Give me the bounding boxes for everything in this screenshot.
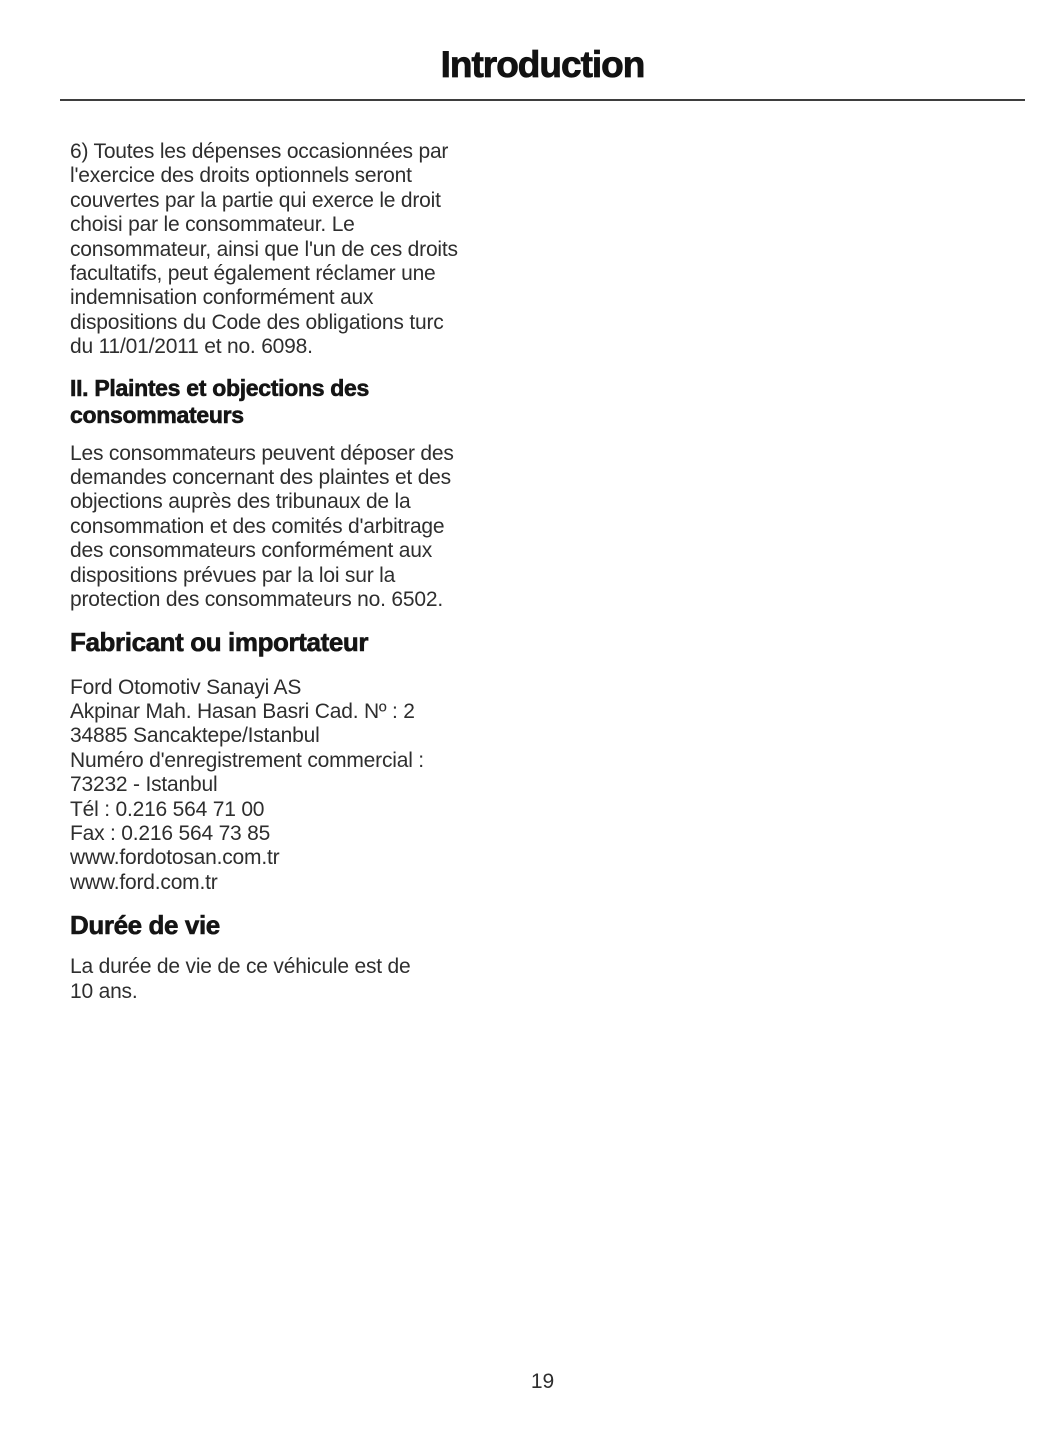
- paragraph-service-life: [70, 955, 542, 1004]
- subheading-complaints-objections: [70, 375, 542, 430]
- text-line: choisi par le consommateur. Le: [70, 213, 355, 237]
- text-line: 6) Toutes les dépenses occasionnées par: [70, 140, 449, 163]
- text-line: consommateurs: [70, 402, 244, 429]
- text-line: 10 ans.: [70, 979, 138, 1003]
- text-line: Numéro d'enregistrement commercial :: [70, 748, 424, 772]
- text-line: Tél : 0.216 564 71 00: [70, 797, 265, 821]
- text-line: du 11/01/2011 et no. 6098.: [70, 335, 313, 359]
- paragraph-consumer-rights: [70, 140, 542, 360]
- heading-manufacturer-importer: Fabricant ou importateur: [70, 626, 369, 657]
- manufacturer-address-block: [70, 676, 542, 896]
- page-header: [60, 0, 1025, 101]
- text-line: dispositions du Code des obligations turc: [70, 310, 444, 334]
- text-line: Ford Otomotiv Sanayi AS: [70, 675, 302, 699]
- text-line: Akpinar Mah. Hasan Basri Cad. Nº : 2: [70, 699, 415, 723]
- text-line: consommateur, ainsi que l'un de ces droits: [70, 237, 458, 261]
- text-line: www.ford.com.tr: [70, 870, 218, 894]
- heading-service-life: Durée de vie: [70, 910, 220, 941]
- text-line: objections auprès des tribunaux de la: [70, 490, 411, 514]
- text-line: dispositions prévues par la loi sur la: [70, 563, 396, 587]
- text-line: La durée de vie de ce véhicule est de: [70, 955, 411, 979]
- text-line: Les consommateurs peuvent déposer des: [70, 441, 454, 465]
- header-divider: [60, 99, 1025, 101]
- text-line: indemnisation conformément aux: [70, 286, 374, 310]
- text-line: consommation et des comités d'arbitrage: [70, 514, 445, 538]
- text-line: l'exercice des droits optionnels seront: [70, 164, 412, 188]
- text-line: 73232 - Istanbul: [70, 773, 218, 797]
- text-line: 34885 Sancaktepe/Istanbul: [70, 724, 320, 748]
- text-line: II. Plaintes et objections des: [70, 374, 370, 401]
- content-column: [70, 140, 542, 1004]
- text-line: Fax : 0.216 564 73 85: [70, 821, 271, 845]
- text-line: demandes concernant des plaintes et des: [70, 466, 451, 490]
- text-line: des consommateurs conformément aux: [70, 539, 433, 563]
- page-number: 19: [530, 1370, 555, 1393]
- text-line: protection des consommateurs no. 6502.: [70, 588, 443, 612]
- text-line: facultatifs, peut également réclamer une: [70, 262, 436, 286]
- page-title: Introduction: [440, 44, 645, 85]
- text-line: www.fordotosan.com.tr: [70, 846, 280, 870]
- paragraph-complaints-filing: [70, 442, 542, 613]
- text-line: couvertes par la partie qui exerce le droit: [70, 188, 441, 212]
